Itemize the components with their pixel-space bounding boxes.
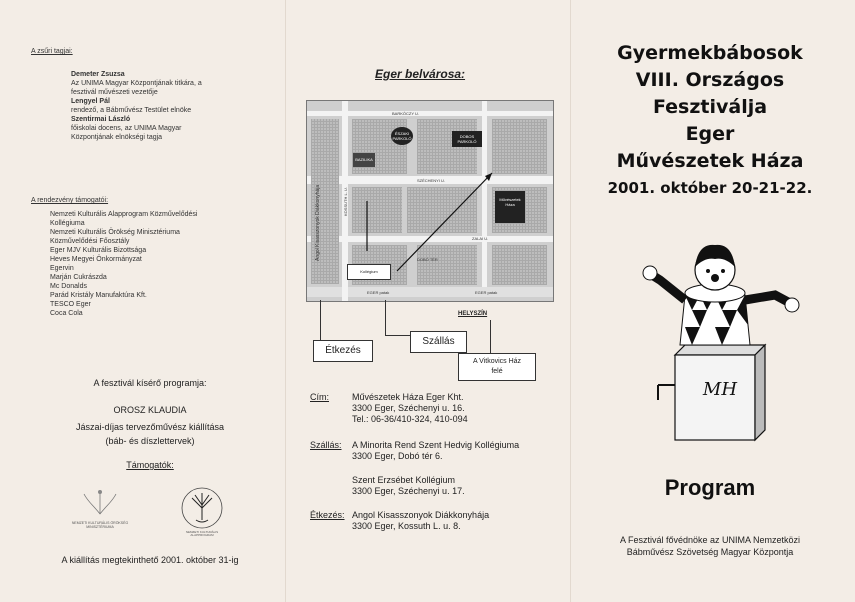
bazilika: BAZILIKA [353,153,375,167]
jury-desc: Központjának elnökségi tagja [71,134,163,141]
muveszetek-haza-marker: Művészetek Háza [495,191,525,223]
map-title: Eger belvárosa: [375,67,466,81]
jury-list [71,70,271,142]
title-line-1: Gyermekbábosok [617,42,803,64]
svg-text:MH: MH [702,379,738,400]
sponsor-item: Nemzeti Kulturális Örökség Minisztériuma [50,229,180,236]
city-map [306,100,554,302]
address-cim: Művészetek Háza Eger Kht. 3300 Eger, Széchenyi u. 16. Tel.: 06-36/410-324, 410-094 [352,392,468,424]
vitkovics-line-1: A Vitkovics Ház [472,358,522,365]
sponsor-item: Egervin [50,265,74,272]
title-line-4: Eger [685,123,735,145]
sponsor-item: Heves Megyei Önkormányzat [50,256,142,263]
sponsor-item: Marján Cukrászda [50,274,107,281]
vitkovics-line-2: felé [491,368,503,375]
connector-line [385,335,410,336]
title-line-3: Fesztiválja [652,96,768,118]
sponsor-item: Parád Kristály Manufaktúra Kft. [50,292,147,299]
ministry-logo-text: NEMZETI KULTURÁLIS ÖRÖKSÉG MINISZTÉRIUMA [71,521,129,529]
helyszin-label: HELYSZÍN [458,311,488,317]
kollegium-marker: Kollégium [347,264,391,280]
connector-line [490,320,491,353]
fold-line-right [570,0,571,602]
jury-name: Demeter Zsuzsa [71,71,125,78]
jury-desc: rendező, a Bábművész Testület elnöke [71,107,192,114]
dobos-parkolo: DOBOS PARKOLÓ [452,131,482,147]
sponsors-list [50,210,270,318]
arrow-line [397,173,492,271]
sponsor-item: Eger MJV Kulturális Bizottsága [50,247,147,254]
patron-text [580,534,840,558]
jury-heading: A zsűri tagjai: [31,48,73,55]
jack-in-the-box-illustration [640,235,800,450]
map-arrows [307,101,553,301]
patron-line-1: A Fesztivál fővédnöke az UNIMA Nemzetközi [619,535,801,545]
title-line-6: 2001. október 20-21-22. [607,179,813,197]
creek-right: EGER patak [475,290,498,295]
nka-logo-text: NEMZETI KULTURÁLIS ALAPPROGRAM [185,530,219,537]
address-szallas-2: Szent Erzsébet Kollégium 3300 Eger, Széchenyi u. 17. [352,475,465,496]
sponsor-item: Coca Cola [50,310,83,317]
patron-line-2: Bábművész Szövetség Magyar Központja [626,547,794,557]
address-szallas-1: A Minorita Rend Szent Hedvig Kollégiuma 3300 Eger, Dobó tér 6. [352,440,520,461]
jury-name: Szentirmai László [71,116,131,123]
program-title: Program [664,475,756,500]
nka-tree-icon [180,486,224,530]
connector-line [385,300,386,335]
side-program-heading: A fesztivál kísérő programja: [93,378,207,388]
address-key-etkezes: Étkezés: [310,510,345,520]
ministry-emblem-icon [70,488,130,516]
street-zalai: ZALAI U. [472,236,489,241]
street-barkoczy: BARKÓCZY U. [392,111,420,116]
festival-title [580,40,840,202]
sponsor-item: Közművelődési Főosztály [50,238,130,245]
muveszetek-haza-logo [702,379,737,400]
creek-left: EGER patak [367,290,390,295]
street-szechenyi: SZÉCHENYI U. [417,178,446,183]
jury-desc: főiskolai docens, az UNIMA Magyar [71,125,182,132]
vitkovics-box [458,353,536,381]
sponsor-item: TESCO Eger [50,301,91,308]
eszak-parkolo: ÉSZAKI PARKOLÓ [391,127,413,145]
exhibitor-name: OROSZ KLAUDIA [113,405,187,415]
exhibition-line-1: Jászai-díjas tervezőművész kiállítása [75,422,225,432]
address-key-cim: Cím: [310,392,329,402]
jury-desc: fesztivál művészeti vezetője [71,89,158,96]
title-line-5: Művészetek Háza [616,150,804,172]
nka-logo [180,486,224,535]
jury-name: Lengyel Pál [71,98,110,105]
title-line-2: VIII. Országos [635,69,785,91]
jury-desc: Az UNIMA Magyar Központjának titkára, a [71,80,202,87]
sponsor-item: Kollégiuma [50,220,85,227]
supporters-heading: Támogatók: [126,460,174,470]
address-key-szallas: Szállás: [310,440,342,450]
ministry-logo [70,488,130,532]
sponsor-item: Nemzeti Kulturális Alapprogram Közművelődési [50,211,198,218]
street-kossuth: KOSSUTH L. U. [343,187,348,216]
street-angol: Angol Kisasszonyok Diákkonyhája [315,184,321,261]
sponsors-heading: A rendezvény támogatói: [31,197,109,204]
connector-line [320,300,321,340]
szallas-box: Szállás [410,331,467,353]
exhibition-line-2: (báb- és díszlettervek) [105,436,195,446]
fold-line-left [285,0,286,602]
etkezes-box: Étkezés [313,340,373,362]
sponsor-item: Mc Donalds [50,283,87,290]
exhibition-until: A kiállítás megtekinthető 2001. október 31-ig [61,555,239,565]
address-etkezes: Angol Kisasszonyok Diákkonyhája 3300 Eger, Kossuth L. u. 8. [352,510,490,531]
street-dobo: DOBÓ TÉR [417,257,438,262]
